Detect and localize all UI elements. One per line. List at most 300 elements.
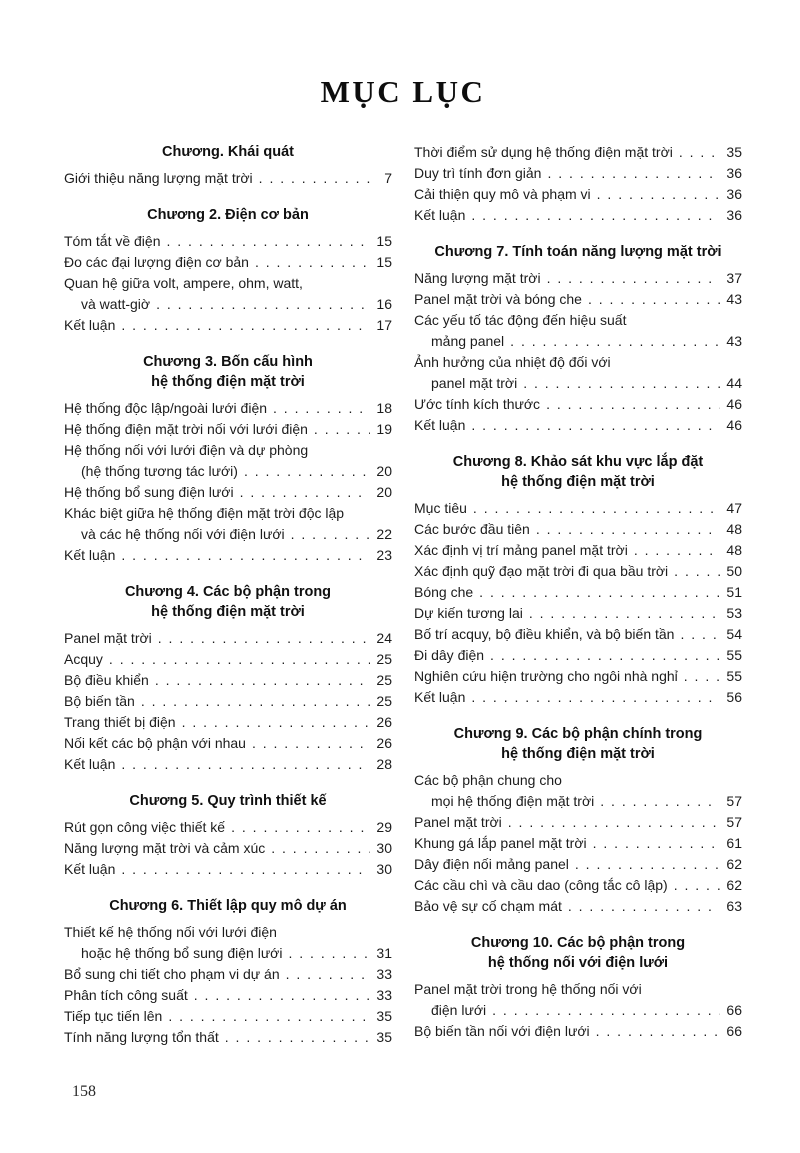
toc-entry-page-number: 50 — [726, 563, 742, 579]
toc-section — [414, 724, 742, 917]
toc-entry-line — [414, 205, 742, 226]
toc-entry-page-number: 30 — [376, 861, 392, 877]
folio-page-number: 158 — [72, 1083, 96, 1100]
toc-entry-page-number: 30 — [376, 840, 392, 856]
toc-entry-page-number: 25 — [376, 693, 392, 709]
dot-leader — [523, 373, 720, 394]
toc-entry-page-number: 44 — [726, 375, 742, 391]
toc-entry-text: Bổ sung chi tiết cho phạm vi dự án — [64, 966, 280, 982]
toc-entry-page-number: 26 — [376, 714, 392, 730]
toc-entry-page-number: 66 — [726, 1023, 742, 1039]
toc-entry-page-number: 51 — [726, 584, 742, 600]
toc-entry-line — [64, 985, 392, 1006]
toc-entry-page-number: 35 — [376, 1008, 392, 1024]
toc-entry-line — [414, 352, 742, 373]
toc-entry-page-number: 22 — [376, 526, 392, 542]
toc-entry — [414, 582, 742, 603]
toc-entry-line — [64, 482, 392, 503]
toc-section — [64, 205, 392, 336]
toc-entry-line — [64, 670, 392, 691]
dot-leader — [674, 875, 720, 896]
dot-leader — [597, 184, 720, 205]
chapter-heading — [64, 352, 392, 392]
chapter-heading — [64, 896, 392, 916]
toc-entry-page-number: 33 — [376, 987, 392, 1003]
toc-entry-line — [64, 461, 392, 482]
toc-entry-text: Đi dây điện — [414, 647, 485, 663]
toc-entry-line — [64, 1006, 392, 1027]
chapter-heading — [414, 933, 742, 973]
dot-leader — [121, 545, 370, 566]
toc-entry-text: Các bước đầu tiên — [414, 521, 530, 537]
toc-entry-text: Duy trì tính đơn giản — [414, 165, 542, 181]
toc-entry — [414, 875, 742, 896]
toc-entry — [64, 649, 392, 670]
dot-leader — [291, 524, 370, 545]
toc-entry-page-number: 33 — [376, 966, 392, 982]
toc-entry-text: Kết luận — [64, 861, 116, 877]
dot-leader — [121, 315, 370, 336]
toc-entry-page-number: 66 — [726, 1002, 742, 1018]
toc-entry — [64, 231, 392, 252]
dot-leader — [634, 540, 720, 561]
dot-leader — [510, 331, 720, 352]
toc-entry-line — [64, 252, 392, 273]
toc-entry — [64, 545, 392, 566]
toc-columns — [64, 142, 742, 1048]
toc-entry-page-number: 57 — [726, 793, 742, 809]
toc-entry — [414, 687, 742, 708]
dot-leader — [568, 896, 720, 917]
chapter-heading-line: hệ thống nối với điện lưới — [487, 955, 669, 971]
toc-section — [64, 582, 392, 775]
toc-entry-text: Hệ thống độc lập/ngoài lưới điện — [64, 400, 268, 416]
toc-entry-line — [414, 603, 742, 624]
toc-entry-page-number: 7 — [384, 170, 392, 186]
toc-entry — [414, 163, 742, 184]
chapter-heading-line: Chương. Khái quát — [162, 144, 294, 160]
toc-entry-page-number: 26 — [376, 735, 392, 751]
toc-entry-line — [414, 289, 742, 310]
toc-entry-line — [64, 628, 392, 649]
toc-entry-page-number: 18 — [376, 400, 392, 416]
toc-entry — [64, 922, 392, 964]
dot-leader — [529, 603, 720, 624]
toc-entry — [414, 833, 742, 854]
toc-entry-line — [414, 561, 742, 582]
toc-entry-page-number: 55 — [726, 668, 742, 684]
chapter-heading-line: Chương 10. Các bộ phận trong — [470, 935, 686, 951]
toc-entry-page-number: 43 — [726, 333, 742, 349]
toc-entry-page-number: 46 — [726, 417, 742, 433]
toc-entry-page-number: 57 — [726, 814, 742, 830]
dot-leader — [271, 838, 370, 859]
toc-entry-page-number: 20 — [376, 463, 392, 479]
toc-entry-text: Rút gọn công việc thiết kế — [64, 819, 226, 835]
chapter-heading — [64, 142, 392, 162]
toc-entry-page-number: 61 — [726, 835, 742, 851]
toc-entry-page-number: 15 — [376, 233, 392, 249]
toc-entry — [414, 1021, 742, 1042]
toc-entry-text: và watt-giờ — [81, 296, 151, 312]
toc-entry-line — [414, 770, 742, 791]
toc-entry — [64, 252, 392, 273]
toc-entry-text: Dây điện nối mảng panel — [414, 856, 569, 872]
toc-entry — [64, 273, 392, 315]
dot-leader — [546, 394, 720, 415]
toc-section — [414, 933, 742, 1042]
toc-entry-text: Tiếp tục tiến lên — [64, 1008, 163, 1024]
toc-entry-text: Kết luận — [64, 756, 116, 772]
toc-entry-text: Xác định quỹ đạo mặt trời đi qua bầu trời — [414, 563, 669, 579]
toc-entry-text: Năng lượng mặt trời — [414, 270, 541, 286]
dot-leader — [121, 859, 370, 880]
dot-leader — [259, 168, 370, 189]
toc-entry-line — [64, 503, 392, 524]
chapter-heading-line: Chương 6. Thiết lập quy mô dự án — [109, 898, 347, 914]
toc-entry-text: Kết luận — [414, 689, 466, 705]
toc-entry-text: Kết luận — [64, 547, 116, 563]
toc-entry-text: Kết luận — [414, 207, 466, 223]
toc-entry-text: Hệ thống điện mặt trời nối với lưới điện — [64, 421, 308, 437]
toc-entry-text: Thiết kế hệ thống nối với lưới điện — [64, 924, 277, 940]
toc-entry — [414, 519, 742, 540]
toc-entry-page-number: 48 — [726, 542, 742, 558]
toc-entry-page-number: 36 — [726, 207, 742, 223]
chapter-heading-line: Chương 3. Bốn cấu hình — [143, 354, 313, 370]
toc-entry-line — [414, 373, 742, 394]
toc-entry-text: Nối kết các bộ phận với nhau — [64, 735, 246, 751]
toc-entry-text: Các bộ phận chung cho — [414, 772, 562, 788]
toc-entry-line — [414, 498, 742, 519]
toc-entry-text: Panel mặt trời và bóng che — [414, 291, 582, 307]
toc-entry — [414, 184, 742, 205]
toc-section — [414, 242, 742, 436]
toc-entry — [414, 812, 742, 833]
toc-entry-line — [64, 315, 392, 336]
dot-leader — [231, 817, 370, 838]
toc-entry — [414, 415, 742, 436]
dot-leader — [471, 415, 720, 436]
dot-leader — [252, 733, 370, 754]
toc-entry — [64, 712, 392, 733]
dot-leader — [479, 582, 720, 603]
toc-entry — [414, 498, 742, 519]
toc-entry-text: Tính năng lượng tổn thất — [64, 1029, 219, 1045]
dot-leader — [593, 833, 720, 854]
toc-entry-line — [414, 875, 742, 896]
toc-entry-line — [414, 1000, 742, 1021]
toc-entry-text: Ước tính kích thước — [414, 396, 541, 412]
chapter-heading-line: hệ thống điện mặt trời — [151, 604, 305, 620]
toc-entry — [64, 628, 392, 649]
toc-entry-line — [64, 838, 392, 859]
toc-entry-line — [414, 896, 742, 917]
chapter-heading-line: hệ thống điện mặt trời — [151, 374, 305, 390]
dot-leader — [240, 482, 370, 503]
toc-entry-line — [414, 184, 742, 205]
toc-entry-page-number: 15 — [376, 254, 392, 270]
toc-entry-text: Tóm tắt về điện — [64, 233, 161, 249]
toc-entry-line — [64, 922, 392, 943]
toc-entry-page-number: 62 — [726, 856, 742, 872]
toc-entry-line — [64, 733, 392, 754]
toc-entry — [64, 670, 392, 691]
toc-entry — [414, 142, 742, 163]
toc-entry-text: mọi hệ thống điện mặt trời — [431, 793, 595, 809]
toc-entry-text: Kết luận — [414, 417, 466, 433]
toc-entry-text: Giới thiệu năng lượng mặt trời — [64, 170, 253, 186]
toc-entry — [414, 854, 742, 875]
dot-leader — [471, 687, 720, 708]
toc-entry-page-number: 54 — [726, 626, 742, 642]
toc-entry-page-number: 37 — [726, 270, 742, 286]
toc-entry-text: Phân tích công suất — [64, 987, 188, 1003]
toc-entry-text: Bảo vệ sự cố chạm mát — [414, 898, 562, 914]
dot-leader — [490, 645, 720, 666]
chapter-heading — [64, 582, 392, 622]
toc-entry-line — [414, 415, 742, 436]
toc-entry-text: Bố trí acquy, bộ điều khiển, và bộ biến tần — [414, 626, 675, 642]
toc-entry-text: Kết luận — [64, 317, 116, 333]
toc-entry — [64, 838, 392, 859]
dot-leader — [141, 691, 370, 712]
toc-entry-line — [64, 817, 392, 838]
toc-entry-line — [64, 649, 392, 670]
toc-entry-line — [64, 754, 392, 775]
toc-entry-text: Năng lượng mặt trời và cảm xúc — [64, 840, 266, 856]
toc-column-right — [414, 142, 742, 1042]
dot-leader — [194, 985, 370, 1006]
dot-leader — [288, 943, 370, 964]
toc-entry-text: Dự kiến tương lai — [414, 605, 523, 621]
toc-entry-text: Panel mặt trời — [64, 630, 152, 646]
toc-entry-line — [64, 524, 392, 545]
toc-entry-text: Bóng che — [414, 584, 474, 600]
toc-entry-line — [64, 294, 392, 315]
toc-entry-page-number: 23 — [376, 547, 392, 563]
toc-entry-text: panel mặt trời — [431, 375, 518, 391]
toc-entry-page-number: 63 — [726, 898, 742, 914]
toc-entry-line — [64, 964, 392, 985]
dot-leader — [167, 231, 371, 252]
dot-leader — [547, 268, 720, 289]
toc-entry-text: Nghiên cứu hiện trường cho ngôi nhà nghỉ — [414, 668, 678, 684]
toc-entry-page-number: 36 — [726, 186, 742, 202]
toc-entry-line — [64, 712, 392, 733]
toc-section — [64, 142, 392, 189]
toc-entry — [64, 419, 392, 440]
toc-entry — [64, 1027, 392, 1048]
toc-entry — [414, 770, 742, 812]
toc-entry-line — [64, 398, 392, 419]
chapter-heading-line: Chương 9. Các bộ phận chính trong — [453, 726, 703, 742]
toc-entry-line — [64, 440, 392, 461]
dot-leader — [155, 670, 370, 691]
dot-leader — [471, 205, 720, 226]
toc-entry-text: Các yếu tố tác động đến hiệu suất — [414, 312, 627, 328]
toc-section — [64, 896, 392, 1048]
toc-entry — [414, 310, 742, 352]
toc-entry-line — [414, 666, 742, 687]
toc-entry-line — [414, 1021, 742, 1042]
dot-leader — [536, 519, 720, 540]
toc-entry — [64, 964, 392, 985]
toc-entry-text: mảng panel — [431, 333, 505, 349]
toc-entry — [414, 603, 742, 624]
toc-entry-text: điện lưới — [431, 1002, 487, 1018]
toc-entry-line — [64, 231, 392, 252]
toc-entry — [414, 352, 742, 394]
toc-entry — [64, 985, 392, 1006]
toc-entry-line — [414, 833, 742, 854]
toc-entry — [64, 817, 392, 838]
toc-entry-line — [64, 545, 392, 566]
toc-entry — [64, 168, 392, 189]
toc-entry-text: Bộ biến tần nối với điện lưới — [414, 1023, 590, 1039]
dot-leader — [600, 791, 720, 812]
toc-entry-page-number: 35 — [726, 144, 742, 160]
toc-entry — [64, 733, 392, 754]
toc-entry-text: hoặc hệ thống bổ sung điện lưới — [81, 945, 283, 961]
toc-entry-page-number: 35 — [376, 1029, 392, 1045]
chapter-heading-line: hệ thống điện mặt trời — [501, 474, 655, 490]
toc-entry-text: Cải thiện quy mô và phạm vi — [414, 186, 591, 202]
toc-entry-text: Các cầu chì và cầu dao (công tắc cô lập) — [414, 877, 668, 893]
toc-entry-text: Acquy — [64, 651, 103, 667]
toc-entry-line — [64, 168, 392, 189]
dot-leader — [508, 812, 720, 833]
toc-entry-line — [414, 624, 742, 645]
toc-entry-text: Hệ thống bổ sung điện lưới — [64, 484, 234, 500]
toc-entry-line — [414, 268, 742, 289]
dot-leader — [473, 498, 720, 519]
toc-entry-line — [64, 859, 392, 880]
toc-entry-line — [414, 519, 742, 540]
dot-leader — [575, 854, 720, 875]
toc-entry-page-number: 19 — [376, 421, 392, 437]
dot-leader — [684, 666, 720, 687]
dot-leader — [158, 628, 370, 649]
toc-entry-page-number: 29 — [376, 819, 392, 835]
chapter-heading-line: Chương 4. Các bộ phận trong — [124, 584, 332, 600]
toc-entry-page-number: 25 — [376, 651, 392, 667]
dot-leader — [492, 1000, 720, 1021]
toc-section — [414, 452, 742, 708]
toc-entry-page-number: 47 — [726, 500, 742, 516]
toc-entry-line — [414, 791, 742, 812]
page-title: MỤC LỤC — [320, 74, 486, 109]
dot-leader — [314, 419, 370, 440]
toc-entry-page-number: 43 — [726, 291, 742, 307]
toc-entry-text: Khung gá lắp panel mặt trời — [414, 835, 587, 851]
toc-entry-line — [414, 979, 742, 1000]
toc-entry-line — [414, 540, 742, 561]
toc-entry-page-number: 25 — [376, 672, 392, 688]
dot-leader — [547, 163, 720, 184]
toc-entry-page-number: 17 — [376, 317, 392, 333]
toc-entry-line — [414, 163, 742, 184]
toc-entry-text: Trang thiết bị điện — [64, 714, 176, 730]
toc-entry — [64, 754, 392, 775]
toc-entry — [64, 482, 392, 503]
chapter-heading-line: hệ thống điện mặt trời — [501, 746, 655, 762]
chapter-heading — [414, 724, 742, 764]
toc-entry — [414, 624, 742, 645]
toc-entry-text: Hệ thống nối với lưới điện và dự phòng — [64, 442, 309, 458]
toc-entry — [414, 979, 742, 1021]
toc-entry-text: Bộ biến tần — [64, 693, 135, 709]
chapter-heading — [414, 242, 742, 262]
toc-column-left — [64, 142, 392, 1048]
toc-entry-page-number: 36 — [726, 165, 742, 181]
toc-entry — [414, 268, 742, 289]
dot-leader — [225, 1027, 370, 1048]
toc-entry — [64, 440, 392, 482]
chapter-heading-line: Chương 5. Quy trình thiết kế — [129, 793, 327, 809]
toc-entry — [414, 394, 742, 415]
dot-leader — [168, 1006, 370, 1027]
toc-entry-page-number: 16 — [376, 296, 392, 312]
toc-entry-line — [64, 943, 392, 964]
toc-entry — [414, 289, 742, 310]
dot-leader — [156, 294, 370, 315]
toc-entry-line — [64, 273, 392, 294]
toc-entry-line — [414, 582, 742, 603]
toc-section — [64, 352, 392, 566]
toc-section — [64, 791, 392, 880]
toc-entry-line — [64, 691, 392, 712]
toc-entry-text: (hệ thống tương tác lưới) — [81, 463, 238, 479]
toc-entry-page-number: 53 — [726, 605, 742, 621]
chapter-heading — [64, 791, 392, 811]
toc-entry — [64, 1006, 392, 1027]
toc-entry-line — [414, 645, 742, 666]
chapter-heading — [414, 452, 742, 492]
toc-entry-line — [414, 394, 742, 415]
toc-entry — [414, 645, 742, 666]
dot-leader — [109, 649, 370, 670]
toc-entry-text: Thời điểm sử dụng hệ thống điện mặt trời — [414, 144, 673, 160]
toc-entry-page-number: 56 — [726, 689, 742, 705]
toc-entry-text: Ảnh hưởng của nhiệt độ đối với — [414, 354, 611, 370]
dot-leader — [255, 252, 370, 273]
chapter-heading-line: Chương 8. Khảo sát khu vực lắp đặt — [452, 454, 704, 470]
toc-entry-line — [64, 1027, 392, 1048]
toc-entry-line — [414, 310, 742, 331]
dot-leader — [674, 561, 720, 582]
dot-leader — [121, 754, 370, 775]
toc-entry-text: Khác biệt giữa hệ thống điện mặt trời độc lập — [64, 505, 345, 521]
toc-entry-page-number: 28 — [376, 756, 392, 772]
dot-leader — [588, 289, 720, 310]
dot-leader — [679, 142, 720, 163]
chapter-heading-line: Chương 2. Điện cơ bản — [147, 207, 309, 223]
toc-entry — [414, 540, 742, 561]
chapter-heading-line: Chương 7. Tính toán năng lượng mặt trời — [434, 244, 722, 260]
toc-entry — [414, 896, 742, 917]
toc-entry — [64, 315, 392, 336]
toc-entry-line — [414, 687, 742, 708]
toc-entry-text: Đo các đại lượng điện cơ bản — [64, 254, 249, 270]
toc-entry-page-number: 55 — [726, 647, 742, 663]
toc-entry-text: Panel mặt trời — [414, 814, 502, 830]
toc-entry-text: Panel mặt trời trong hệ thống nối với — [414, 981, 642, 997]
toc-entry — [414, 666, 742, 687]
toc-entry — [64, 503, 392, 545]
toc-entry-text: Quan hệ giữa volt, ampere, ohm, watt, — [64, 275, 303, 291]
dot-leader — [596, 1021, 720, 1042]
